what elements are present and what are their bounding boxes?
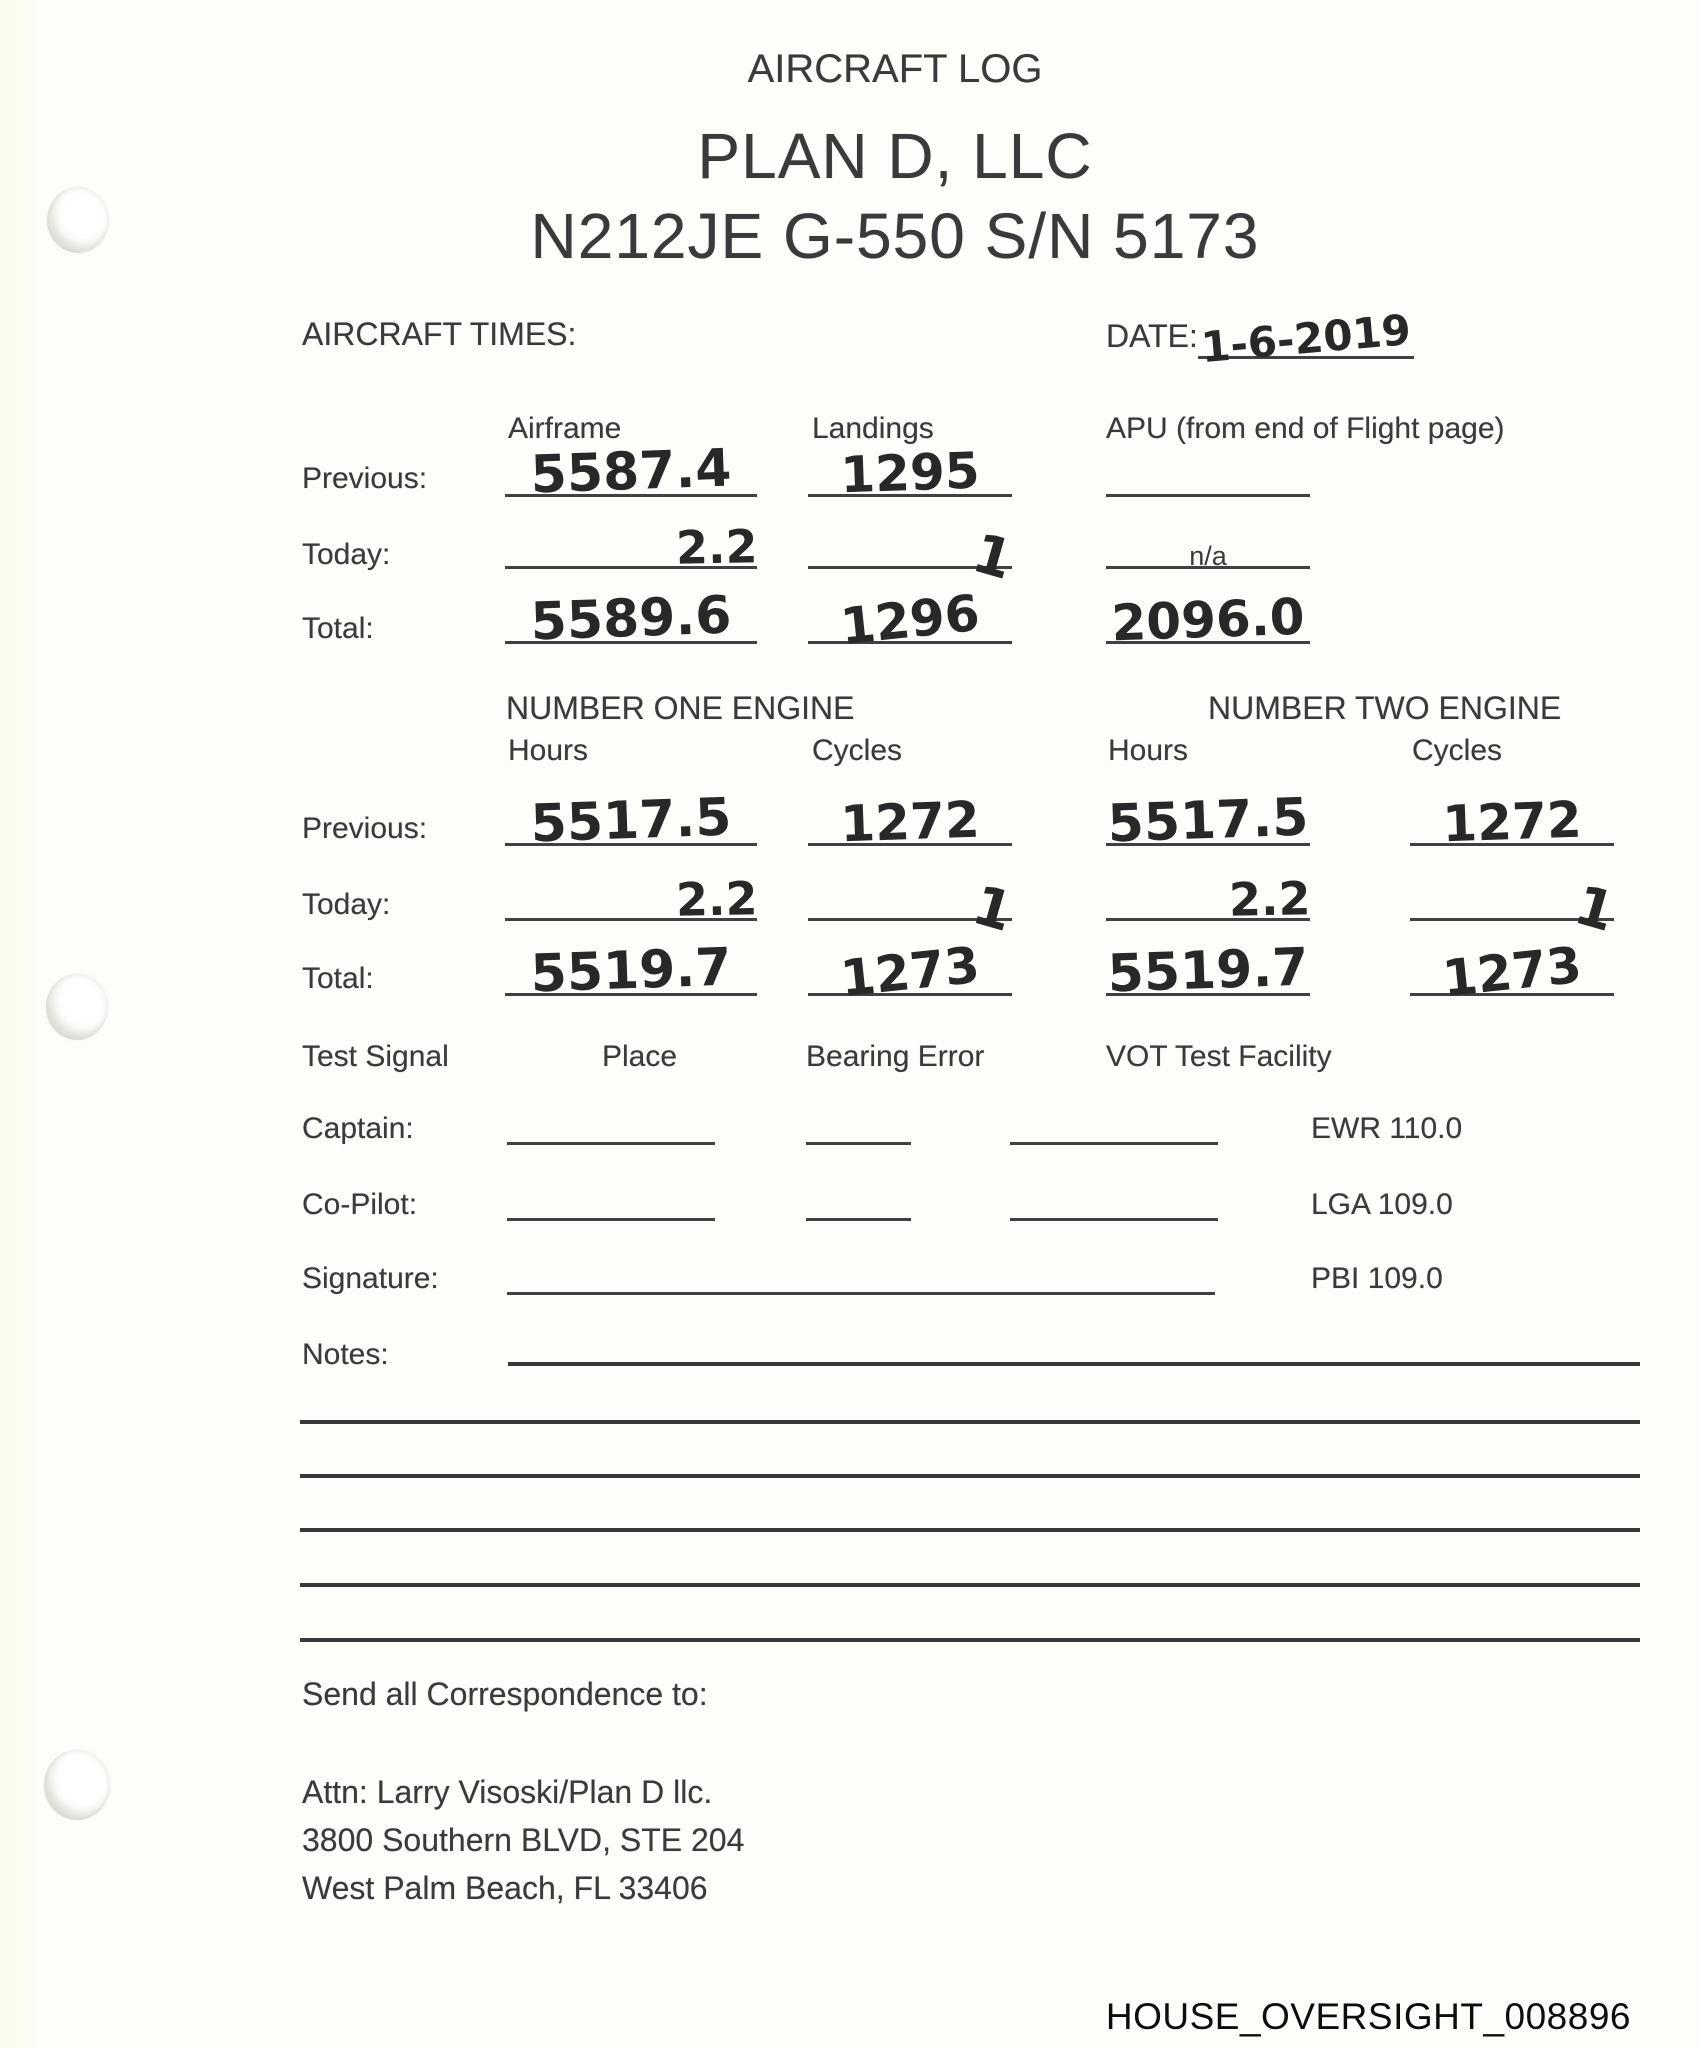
copilot-bearing-field bbox=[806, 1218, 911, 1221]
engine-two-title: NUMBER TWO ENGINE bbox=[1208, 690, 1562, 726]
notes-line-4 bbox=[300, 1528, 1640, 1532]
landings-total-field bbox=[808, 583, 1012, 657]
facility-lga: LGA 109.0 bbox=[1311, 1188, 1453, 1221]
e2-cycles-total-value: 1273 bbox=[1439, 935, 1585, 1009]
e2-hours-previous-field bbox=[1106, 787, 1310, 855]
e2-cycles-previous-value: 1272 bbox=[1441, 790, 1583, 854]
apu-today-field bbox=[1106, 541, 1310, 571]
apu-total-value: 2096.0 bbox=[1110, 587, 1306, 653]
apu-today-na: n/a bbox=[1189, 541, 1227, 571]
e1-cycles-previous-field bbox=[808, 790, 1012, 854]
facility-pbi: PBI 109.0 bbox=[1311, 1262, 1443, 1295]
engine-row-label-total: Total: bbox=[302, 962, 374, 995]
signature-field bbox=[507, 1292, 1215, 1295]
landings-today-field bbox=[808, 521, 1021, 592]
captain-label: Captain: bbox=[302, 1112, 414, 1145]
e2-hours-total-field bbox=[1106, 937, 1310, 1005]
engine-row-label-today: Today: bbox=[302, 888, 391, 921]
company-name: PLAN D, LLC bbox=[697, 120, 1093, 192]
e1-hours-today-field bbox=[505, 871, 758, 927]
header-place: Place bbox=[602, 1040, 678, 1073]
page-title: AIRCRAFT LOG bbox=[747, 47, 1043, 91]
landings-previous-field bbox=[808, 441, 1012, 505]
e2-cycles-total-field bbox=[1410, 935, 1614, 1009]
correspondence-label: Send all Correspondence to: bbox=[302, 1676, 708, 1712]
column-header-airframe: Airframe bbox=[508, 412, 622, 445]
engine-row-label-previous: Previous: bbox=[302, 812, 428, 845]
notes-line-5 bbox=[300, 1583, 1640, 1587]
airframe-today-value: 2.2 bbox=[675, 519, 758, 575]
e2-cycles-previous-field bbox=[1410, 790, 1614, 854]
apu-total-field bbox=[1106, 587, 1310, 653]
e2-hours-today-value: 2.2 bbox=[1228, 871, 1311, 927]
landings-total-value: 1296 bbox=[837, 583, 983, 657]
airframe-today-field bbox=[505, 519, 758, 575]
date-label: DATE: bbox=[1106, 318, 1198, 354]
airframe-previous-field bbox=[505, 438, 757, 506]
engine-two-cycles-header: Cycles bbox=[1412, 734, 1503, 767]
row-label-total: Total: bbox=[302, 612, 374, 645]
copilot-vot-field bbox=[1010, 1218, 1218, 1221]
e2-cycles-today-value: 1 bbox=[1568, 873, 1623, 944]
e2-hours-today-field bbox=[1106, 871, 1311, 927]
column-header-apu: APU (from end of Flight page) bbox=[1106, 412, 1505, 445]
date-field bbox=[1198, 304, 1414, 373]
column-header-landings: Landings bbox=[812, 412, 934, 445]
address-line-attn: Attn: Larry Visoski/Plan D llc. bbox=[302, 1774, 713, 1810]
airframe-total-field bbox=[505, 585, 757, 653]
engine-two-hours-header: Hours bbox=[1108, 734, 1189, 767]
engine-one-hours-header: Hours bbox=[508, 734, 589, 767]
e1-hours-previous-field bbox=[505, 787, 757, 855]
notes-line-3 bbox=[300, 1474, 1640, 1478]
engine-one-title: NUMBER ONE ENGINE bbox=[506, 690, 855, 726]
aircraft-times-label: AIRCRAFT TIMES: bbox=[302, 316, 577, 352]
notes-line-1 bbox=[508, 1362, 1640, 1366]
e1-cycles-previous-value: 1272 bbox=[839, 790, 981, 854]
e1-hours-total-field bbox=[505, 937, 757, 1005]
notes-label: Notes: bbox=[302, 1338, 389, 1371]
header-bearing-error: Bearing Error bbox=[806, 1040, 985, 1073]
apu-previous-field bbox=[1106, 494, 1310, 497]
e2-hours-total-value: 5519.7 bbox=[1106, 937, 1310, 1005]
copilot-label: Co-Pilot: bbox=[302, 1188, 418, 1221]
row-label-today: Today: bbox=[302, 538, 391, 571]
e1-cycles-total-value: 1273 bbox=[837, 935, 983, 1009]
airframe-previous-value: 5587.4 bbox=[529, 438, 733, 506]
address-line-street: 3800 Southern BLVD, STE 204 bbox=[302, 1822, 745, 1858]
facility-ewr: EWR 110.0 bbox=[1311, 1112, 1463, 1145]
e1-cycles-today-field bbox=[808, 873, 1021, 944]
copilot-place-field bbox=[507, 1218, 715, 1221]
e1-cycles-today-value: 1 bbox=[966, 873, 1021, 944]
hole-punch-bottom bbox=[44, 1750, 110, 1820]
engine-one-cycles-header: Cycles bbox=[812, 734, 903, 767]
notes-line-2 bbox=[300, 1420, 1640, 1424]
e1-hours-previous-value: 5517.5 bbox=[529, 787, 733, 855]
e2-cycles-today-field bbox=[1410, 873, 1623, 944]
airframe-total-value: 5589.6 bbox=[529, 585, 733, 653]
scan-edge-tint bbox=[0, 0, 46, 2048]
aircraft-id: N212JE G-550 S/N 5173 bbox=[530, 200, 1260, 272]
hole-punch-middle bbox=[46, 974, 108, 1040]
e1-hours-today-value: 2.2 bbox=[675, 871, 758, 927]
address-line-city: West Palm Beach, FL 33406 bbox=[302, 1870, 708, 1906]
captain-place-field bbox=[507, 1142, 715, 1145]
header-test-signal: Test Signal bbox=[302, 1040, 449, 1073]
date-value: 1-6-2019 bbox=[1199, 304, 1413, 373]
e1-cycles-total-field bbox=[808, 935, 1012, 1009]
e2-hours-previous-value: 5517.5 bbox=[1106, 787, 1310, 855]
captain-bearing-field bbox=[806, 1142, 911, 1145]
row-label-previous: Previous: bbox=[302, 462, 428, 495]
e1-hours-total-value: 5519.7 bbox=[529, 937, 733, 1005]
captain-vot-field bbox=[1010, 1142, 1218, 1145]
landings-today-value: 1 bbox=[966, 521, 1021, 592]
signature-label: Signature: bbox=[302, 1262, 439, 1295]
notes-line-6 bbox=[300, 1638, 1640, 1642]
landings-previous-value: 1295 bbox=[839, 441, 981, 505]
watermark: HOUSE_OVERSIGHT_008896 bbox=[1105, 1996, 1631, 2037]
header-vot-test-facility: VOT Test Facility bbox=[1106, 1040, 1332, 1073]
